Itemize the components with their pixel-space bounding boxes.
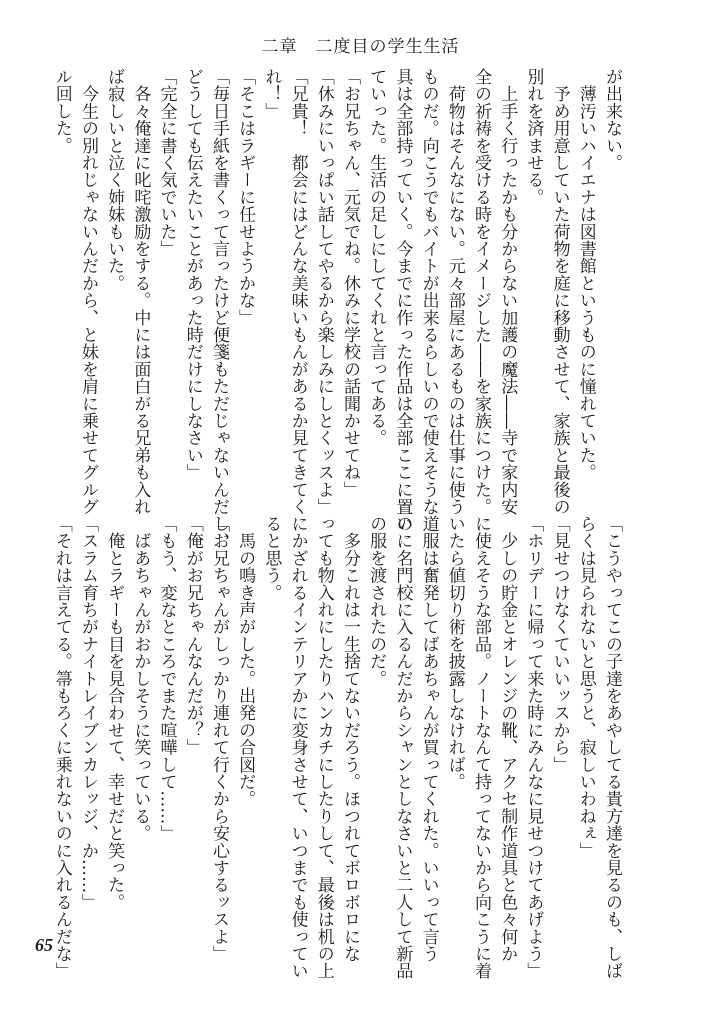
- text-line: 今生の別れじゃないんだから、と妹を肩に乗せてグルグ: [77, 68, 98, 516]
- text-line: 少しの貯金とオレンジの靴、アクセ制作道具と色々何か: [497, 515, 518, 963]
- text-line: 馬の鳴き声がした。出発の合図だ。: [235, 515, 256, 808]
- text-line: 「お兄ちゃん、元気でね。休みに学校の話聞かせてね」: [339, 68, 360, 498]
- text-line: 俺とラギーも目を見合わせて、幸せだと笑った。: [104, 515, 125, 911]
- text-column-top: [51, 68, 625, 550]
- text-line: のに名門校に入るんだからシャンとしなさいと二人して新品: [392, 515, 413, 980]
- text-line: 各々俺達に叱咤激励をする。中には面白がる兄弟も入れ: [130, 68, 151, 516]
- running-head-chapter-title: 二章 二度目の学生生活: [261, 37, 460, 57]
- text-line: 「俺がお兄ちゃんなんだが？」: [182, 515, 203, 756]
- text-line: 全の祈祷を受ける時をイメージした――を家族につけた。: [470, 68, 491, 516]
- text-line: ると思う。: [261, 515, 282, 601]
- text-line: どうしても伝えたいことがあった時だけにしなさい」: [182, 68, 203, 481]
- text-line: 「見せつけなくていいッスから」: [549, 515, 570, 773]
- text-line: 「完全に書く気でいた」: [156, 68, 177, 258]
- text-line: 服は奮発してばあちゃんが買ってくれた。いいって言う: [418, 515, 439, 963]
- text-line: が出来ない。: [602, 68, 622, 172]
- text-line: ル回した。: [51, 68, 72, 154]
- page-number: 65: [35, 935, 53, 955]
- text-line: 「兄貴！ 都会にはどんな美味いもんがあるか見てきてく: [287, 68, 308, 516]
- text-line: 「休みにいっぱい話してやるから楽しみにしとくッスよ」: [313, 68, 334, 516]
- text-line: 別れを済ませる。: [523, 68, 544, 206]
- text-line: っても物入れにしたりハンカチにしたりして、最後は机の上: [313, 515, 334, 980]
- text-line: 上手く行ったかも分からない加護の魔法――寺で家内安: [497, 68, 518, 516]
- text-line: にかざれるインテリアかに変身させて、いつまでも使ってい: [287, 515, 308, 980]
- text-line: 「ホリデーに帰って来た時にみんなに見せつけてあげよう」: [523, 515, 544, 980]
- text-line: 「もう、変なところでまた喧嘩して……」: [156, 515, 177, 842]
- text-line: 「こうやってこの子達をあやしてる貴方達を見るのも、しば: [602, 515, 622, 980]
- text-line: ものだ。向こうでもバイトが出来るらしいので使えそうな道: [418, 68, 439, 533]
- text-line: ばあちゃんがおかしそうに笑っている。: [130, 515, 151, 842]
- text-line: 荷物はそんなにない。元々部屋にあるものは仕事に使う: [444, 68, 465, 516]
- text-line: の服を渡されたのだ。: [366, 515, 387, 687]
- text-line: 「それは言えてる。箒もろくに乗れないのに入れるんだな」: [51, 515, 72, 980]
- text-line: ば寂しいと泣く姉妹もいた。: [104, 68, 125, 292]
- text-line: に使えそうな部品。ノートなんて持ってないから向こうに着: [470, 515, 491, 980]
- text-line: れ！」: [261, 68, 282, 120]
- text-column-bottom: [51, 515, 625, 980]
- text-line: 薄汚いハイエナは図書館というものに憧れていた。: [575, 68, 596, 481]
- text-line: 「毎日手紙を書くって言ったけど便箋もただじゃないんだし、: [208, 68, 229, 550]
- text-line: らくは見られないと思うと、寂しいわねぇ」: [575, 515, 596, 859]
- text-line: ていった。生活の足しにしてくれと言ってある。: [366, 68, 387, 447]
- text-line: 「お兄ちゃんがしっかり連れて行くから安心するッスよ」: [208, 515, 229, 963]
- text-line: 多分これは一生捨てないだろう。ほつれてボロボロにな: [339, 515, 360, 963]
- text-line: 「スラム育ちがナイトレイブンカレッジ、か……」: [77, 515, 98, 911]
- text-line: いたら値切り術を披露しなければ。: [444, 515, 465, 791]
- text-line: 具は全部持っていく。今までに作った作品は全部ここに置い: [392, 68, 413, 533]
- text-line: 「そこはラギーに任せようかな」: [235, 68, 256, 326]
- text-line: 予め用意していた荷物を庭に移動させて、家族と最後の: [549, 68, 570, 516]
